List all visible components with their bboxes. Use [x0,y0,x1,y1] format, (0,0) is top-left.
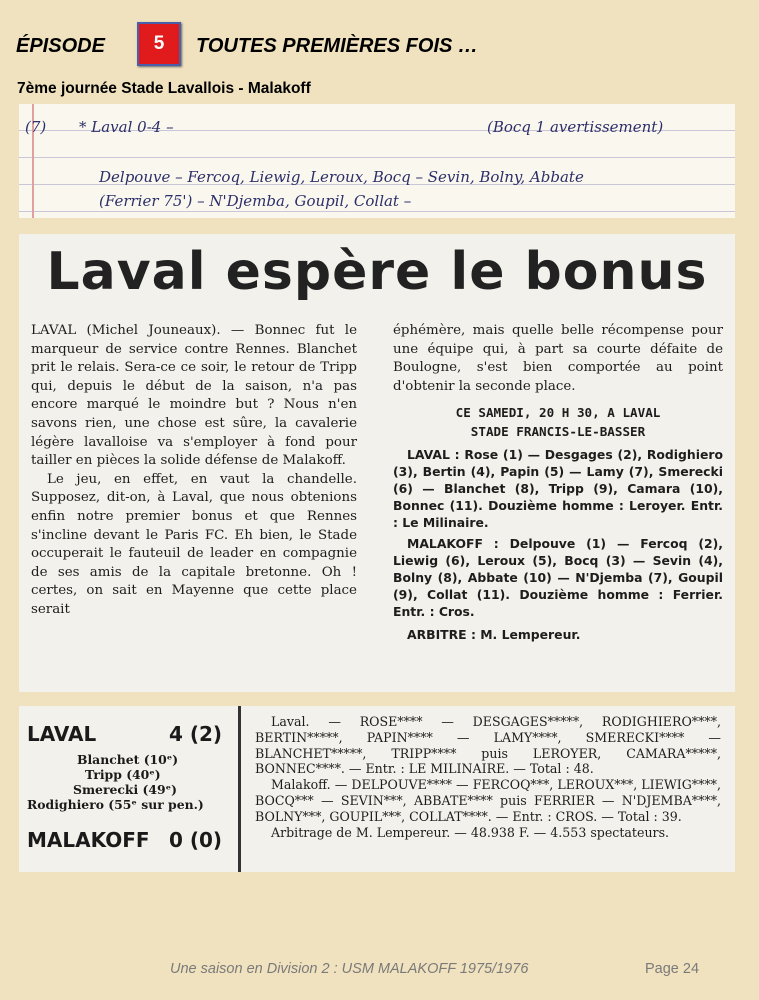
malakoff-squad: MALAKOFF : Delpouve (1) — Fercoq (2), Liewig (6), Leroux (5), Bocq (3) — Sevin (4), Bolny (8), Abbate (10) — N'Djemba (7), Goupil (9), Collat (11). Douzième homme : Ferrier. Entr. : Cros. [393,535,723,619]
scorer-line: Tripp (40ᵉ) [85,767,161,782]
article-column-right [393,322,723,643]
away-team-name: MALAKOFF [27,828,150,852]
footer-text: Une saison en Division 2 : USM MALAKOFF 1975/1976 [170,961,529,977]
scorer-line: Rodighiero (55ᵉ sur pen.) [27,797,204,812]
notebook-lineup-line2: (Ferrier 75') – N'Djemba, Goupil, Collat – [99,192,412,210]
article-paragraph: Le jeu, en effet, en vaut la chandelle. Supposez, dit-on, à Laval, que nous obtenions enfin notre premier bonus et que Rennes s'incline devant le Paris FC. Eh bien, le Stade occuperait le fauteuil de leader en compagnie de ses amis de la capitale bretonne. Oh ! certes, on sait en Mayenne que cette place serait [31,471,357,617]
match-report-clipping [19,706,735,872]
malakoff-ratings: Malakoff. — DELPOUVE**** — FERCOQ***, LEROUX***, LIEWIG****, BOCQ*** — SEVIN***, ABBATE**** puis FERRIER — N'DJEMBA****, BOLNY***, GOUPIL***, COLLAT****. — Entr. : CROS. — Total : 39. [255,777,721,824]
column-separator [238,706,241,872]
episode-label: ÉPISODE [16,35,105,57]
home-team-score: 4 (2) [169,722,223,746]
laval-squad: LAVAL : Rose (1) — Desgages (2), Rodighiero (3), Bertin (4), Papin (5) — Lamy (7), Smerecki (6) — Blanchet (8), Tripp (9), Camara (10), Bonnec (11). Douzième homme : Leroyer. Entr. : Le Milinaire. [393,446,723,530]
away-team-score: 0 (0) [169,828,223,852]
article-column-left [31,322,357,620]
notebook-lineup-line1: Delpouve – Fercoq, Liewig, Leroux, Bocq – Sevin, Bolny, Abbate [99,168,584,186]
laval-ratings: Laval. — ROSE**** — DESGAGES*****, RODIGHIERO****, BERTIN*****, PAPIN**** — LAMY****, SMERECKI**** — BLANCHET*****, TRIPP**** puis LEROYER, CAMARA*****, BONNEC****. — Entr. : LE MILINAIRE. — Total : 48. [255,714,721,777]
match-venue-line: STADE FRANCIS-LE-BASSER [470,423,646,439]
episode-title: TOUTES PREMIÈRES FOIS … [196,35,478,57]
notebook-warning-note: (Bocq 1 avertissement) [487,118,664,136]
scorer-line: Blanchet (10ᵉ) [77,752,179,767]
article-paragraph: LAVAL (Michel Jouneaux). — Bonnec fut le marqueur de service contre Rennes. Blanchet prit le relais. Sera-ce ce soir, le retour de Tripp qui, depuis le début de la saison, n'a pas encore marqué le moindre but ? Nous n'en savons rien, une chose est sûre, la cavalerie légère lavalloise va s'employer à fond pour tailler en pièces la solide défense de Malakoff. [31,323,357,469]
player-ratings-report [255,714,721,840]
notebook-match-number: (7) [25,118,47,136]
page-number: Page 24 [645,961,700,977]
notebook-result: * Laval 0-4 – [79,118,174,136]
article-headline: Laval espère le bonus [46,242,708,302]
home-team-name: LAVAL [27,722,97,746]
referee-line: ARBITRE : M. Lempereur. [407,626,581,642]
attendance-line: Arbitrage de M. Lempereur. — 48.938 F. — 4.553 spectateurs. [271,824,670,840]
episode-number-badge: 5 [137,22,181,66]
article-paragraph: éphémère, mais quelle belle récompense pour une équipe qui, à part sa courte défaite de Boulogne, s'est bien comportée au point d'obtenir la seconde place. [393,323,723,394]
handwritten-notebook-clipping [19,104,735,218]
page-header [14,22,754,68]
match-time-line: CE SAMEDI, 20 H 30, A LAVAL [455,405,661,421]
newspaper-preview-clipping [19,234,735,692]
scorer-line: Smerecki (49ᵉ) [73,782,177,797]
match-subtitle: 7ème journée Stade Lavallois - Malakoff [17,80,311,97]
